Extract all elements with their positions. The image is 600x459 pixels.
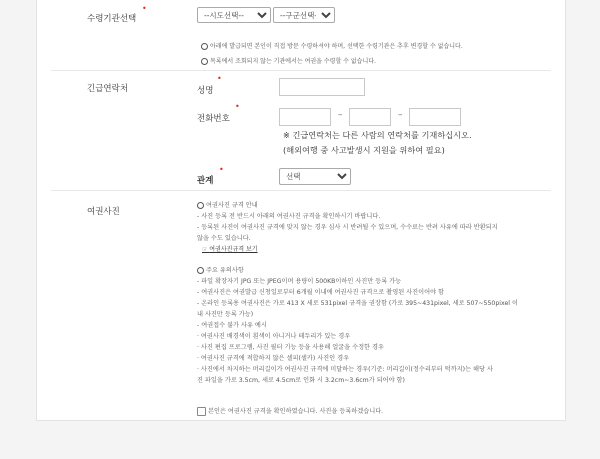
relation-label: 관계 — [197, 176, 214, 186]
emergency-row — [51, 70, 551, 191]
pickup-note-1: 아래에 발급되면 본인이 직접 방문 수령하셔야 하며, 선택한 수령기관은 추후 변경할 수 없습니다. — [201, 41, 463, 50]
emergency-info-2: (해외여행 중 사고발생시 지원을 위하여 필요) — [283, 145, 445, 155]
caution-line: · 여권사진 규격에 적합하지 않은 셀피(셀카) 사진인 경우 — [197, 355, 350, 362]
phone-input-2[interactable] — [349, 108, 391, 126]
phone-dash: – — [398, 110, 403, 120]
caution-line: 진 파일을 가로 3.5cm, 세로 4.5cm로 인화 시 3.2cm~3.6cm가 되어야 함) — [197, 377, 405, 384]
name-label: 성명 — [197, 86, 214, 96]
caution-title: 주요 유의사항 — [197, 265, 244, 274]
caution-line: · 여권사진 배경색이 흰색이 아니거나 테두리가 있는 경우 — [197, 333, 351, 340]
caution-line: 내 사진만 등록 가능) — [197, 311, 254, 318]
caution-line: · 사진에서 차지하는 머리길이가 여권사진 규격에 미달하는 경우(기준: 머리길이(정수리부터 턱까지)는 해당 사 — [197, 366, 493, 373]
phone-dash: – — [338, 110, 343, 120]
caution-line: - 여권접수 불가 사유 예시 — [197, 322, 267, 329]
emergency-info-1: ※ 긴급연락처는 다른 사람의 연락처를 기재하십시오. — [283, 130, 472, 140]
pickup-note-2: 목록에서 조회되지 않는 기관에서는 여권을 수령할 수 없습니다. — [201, 56, 376, 65]
guide-title: 여권사진 규격 안내 — [197, 200, 258, 209]
required-mark: • — [217, 74, 222, 83]
phone-input-1[interactable] — [279, 108, 331, 126]
phone-input-3[interactable] — [409, 108, 461, 126]
form-panel — [36, 0, 566, 421]
gugun-select[interactable] — [273, 7, 335, 23]
name-input[interactable] — [279, 78, 365, 96]
required-mark: • — [142, 4, 147, 13]
agree-checkbox[interactable] — [197, 407, 206, 416]
required-mark: • — [235, 102, 240, 111]
caution-line: - 여권사진은 여권발급 신청일로부터 6개월 이내에 여권사진 규격으로 촬영된 사진이어야 함 — [197, 289, 444, 296]
required-mark: • — [219, 165, 224, 174]
guide-line: 않을 수도 있습니다. — [197, 235, 251, 242]
emergency-label: 긴급연락처 — [87, 84, 129, 94]
photo-label: 여권사진 — [87, 207, 120, 217]
guide-link[interactable]: ☞ 여권사진규격 보기 — [202, 246, 258, 253]
caution-line: · 사진 편집 프로그램, 사진 필터 기능 등을 사용해 얼굴을 수정한 경우 — [197, 344, 384, 351]
photo-row — [51, 190, 551, 420]
caution-line: - 온라인 등록용 여권사진은 가로 413 X 세로 531pixel 규격을 권장함 (가로 395~431pixel, 세로 507~550pixel 이 — [197, 300, 518, 307]
phone-label: 전화번호 — [197, 114, 230, 124]
sido-select[interactable] — [197, 7, 271, 23]
agree-label[interactable]: 본인은 여권사진 규격을 확인하였습니다. 사진을 등록하겠습니다. — [208, 408, 384, 415]
guide-line: - 사진 등록 전 반드시 아래의 여권사진 규격을 확인하시기 바랍니다. — [197, 213, 381, 220]
pickup-row — [51, 0, 551, 71]
caution-line: - 파일 확장자기 JPG 또는 JPEG이며 용량이 500KB이하인 사진만 등록 가능 — [197, 278, 402, 285]
guide-line: - 등록된 사진이 여권사진 규격에 맞지 않는 경우 심사 시 반려될 수 있으며, 수수료는 반려 사유에 따라 반환되지 — [197, 224, 498, 231]
pickup-label: 수령기관선택 — [87, 14, 137, 24]
relation-select[interactable] — [279, 168, 351, 185]
